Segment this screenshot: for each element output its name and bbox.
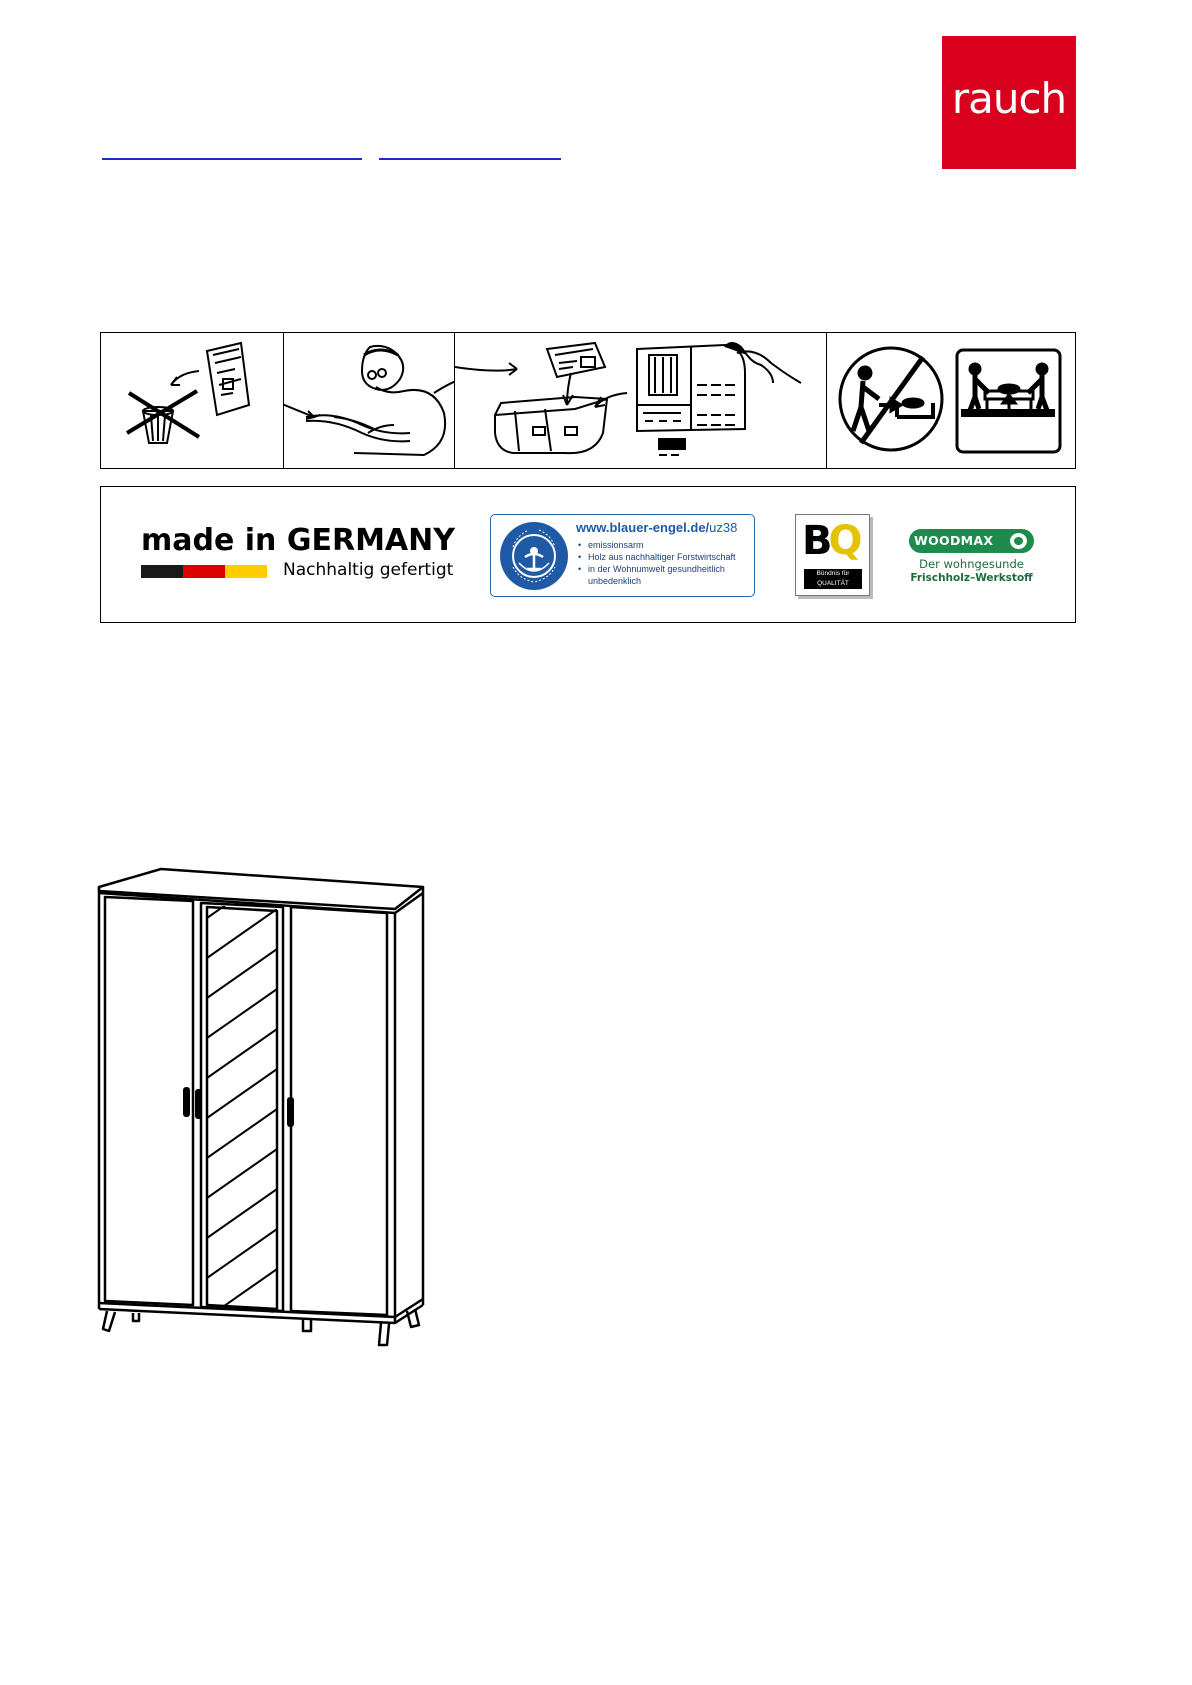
blauer-engel-url-suffix: uz38 (709, 520, 738, 535)
blauer-engel-url-main: www.blauer-engel.de/ (576, 520, 710, 535)
certification-strip (100, 486, 1076, 623)
instruction-pictogram-strip (100, 332, 1076, 469)
made-in-germany-subtitle: Nachhaltig gefertigt (283, 560, 454, 580)
reading-instructions-icon (284, 333, 455, 468)
flag-stripe-black (141, 565, 183, 578)
woodmax-pill (909, 529, 1034, 553)
panel-do-not-discard (101, 333, 283, 468)
made-in-germany-badge (141, 523, 461, 583)
bq-letters (802, 519, 859, 563)
blauer-engel-url (576, 520, 737, 535)
bq-letter-q: Q (828, 518, 859, 564)
bq-letter-b: B (802, 518, 829, 564)
rauch-logo-text: rauch (951, 74, 1067, 123)
hyperlink-underline-1[interactable] (102, 158, 362, 160)
discard-manual-crossed-icon (101, 333, 283, 468)
rauch-logo (942, 36, 1076, 169)
woodmax-line2: Frischholz–Werkstoff (910, 572, 1033, 584)
made-in-germany-title: made in GERMANY (141, 523, 455, 558)
hyperlink-underline-2[interactable] (379, 158, 561, 160)
flag-stripe-red (183, 565, 225, 578)
criterion-item: • emissionsarm (578, 539, 736, 551)
lift-two-persons-icon (827, 333, 1076, 468)
criterion-item: • Holz aus nachhaltiger Forstwirtschaft (578, 551, 736, 563)
woodmax-name: WOODMAX (914, 533, 994, 548)
bq-band-line1: Bündnis für (816, 570, 850, 577)
bq-band-line2: QUALITÄT (817, 580, 849, 587)
blauer-engel-seal-icon (499, 521, 569, 591)
blauer-engel-criteria (578, 539, 736, 587)
panel-file-instructions (454, 333, 826, 468)
criterion-item: • in der Wohnumwelt gesundheitlich unbedenklich (578, 563, 728, 587)
panel-handling (826, 333, 1075, 468)
bq-quality-badge (795, 514, 870, 596)
file-instructions-icon (455, 333, 827, 468)
woodmax-logo (909, 529, 1039, 589)
flag-stripe-gold (225, 565, 267, 578)
woodmax-line1: Der wohngesunde (919, 557, 1024, 571)
panel-read-instructions (283, 333, 454, 468)
assembly-manual-cover (47, 0, 1145, 1685)
blauer-engel-label (490, 514, 755, 597)
woodmax-dot-icon (1010, 533, 1027, 549)
wardrobe-product-drawing (97, 865, 432, 1355)
bq-band (804, 569, 862, 589)
